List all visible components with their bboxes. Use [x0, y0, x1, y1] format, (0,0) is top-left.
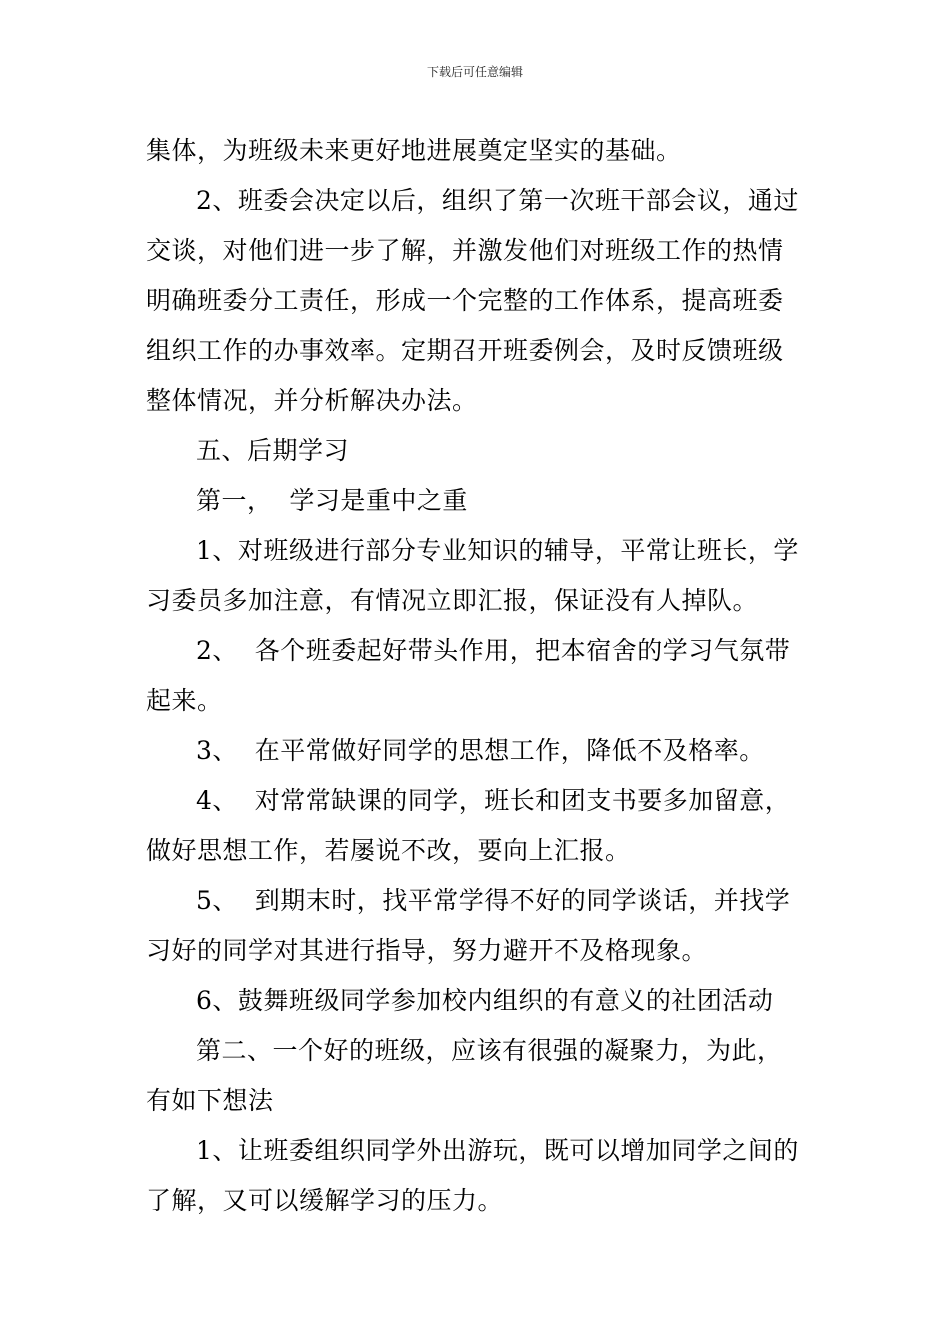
text-line: 集体，为班级未来更好地进展奠定坚实的基础。: [146, 136, 682, 165]
text-line: 做好思想工作，若屡说不改，要向上汇报。: [146, 836, 631, 865]
text-line: 明确班委分工责任，形成一个完整的工作体系，提高班委: [146, 286, 784, 315]
page-header-note: 下载后可任意编辑: [426, 65, 523, 79]
text-line: 3、 在平常做好同学的思想工作，降低不及格率。: [196, 736, 765, 765]
document-body: [146, 126, 811, 1226]
text-line: 1、对班级进行部分专业知识的辅导，平常让班长，学: [196, 536, 799, 565]
subsection-heading: 第二、一个好的班级，应该有很强的凝聚力，为此，: [196, 1036, 783, 1065]
subsection-heading: 第一， 学习是重中之重: [196, 486, 468, 515]
text-line: 4、 对常常缺课的同学，班长和团支书要多加留意，: [196, 786, 791, 815]
text-line: 有如下想法: [146, 1086, 274, 1115]
text-line: 起来。: [146, 686, 223, 715]
text-line: 了解，又可以缓解学习的压力。: [146, 1186, 504, 1215]
text-line: 习委员多加注意，有情况立即汇报，保证没有人掉队。: [146, 586, 759, 615]
text-line: 2、班委会决定以后，组织了第一次班干部会议，通过: [196, 186, 799, 215]
text-line: 1、让班委组织同学外出游玩，既可以增加同学之间的: [196, 1136, 799, 1165]
text-line: 习好的同学对其进行指导，努力避开不及格现象。: [146, 936, 708, 965]
text-line: 2、 各个班委起好带头作用，把本宿舍的学习气氛带: [196, 636, 791, 665]
text-line: 6、鼓舞班级同学参加校内组织的有意义的社团活动: [196, 986, 774, 1015]
text-line: 5、 到期末时，找平常学得不好的同学谈话，并找学: [196, 886, 791, 915]
text-line: 整体情况，并分析解决办法。: [146, 386, 478, 415]
text-line: 组织工作的办事效率。定期召开班委例会，及时反馈班级: [146, 336, 784, 365]
text-line: 交谈，对他们进一步了解，并激发他们对班级工作的热情: [146, 236, 784, 265]
section-heading: 五、后期学习: [196, 436, 350, 465]
